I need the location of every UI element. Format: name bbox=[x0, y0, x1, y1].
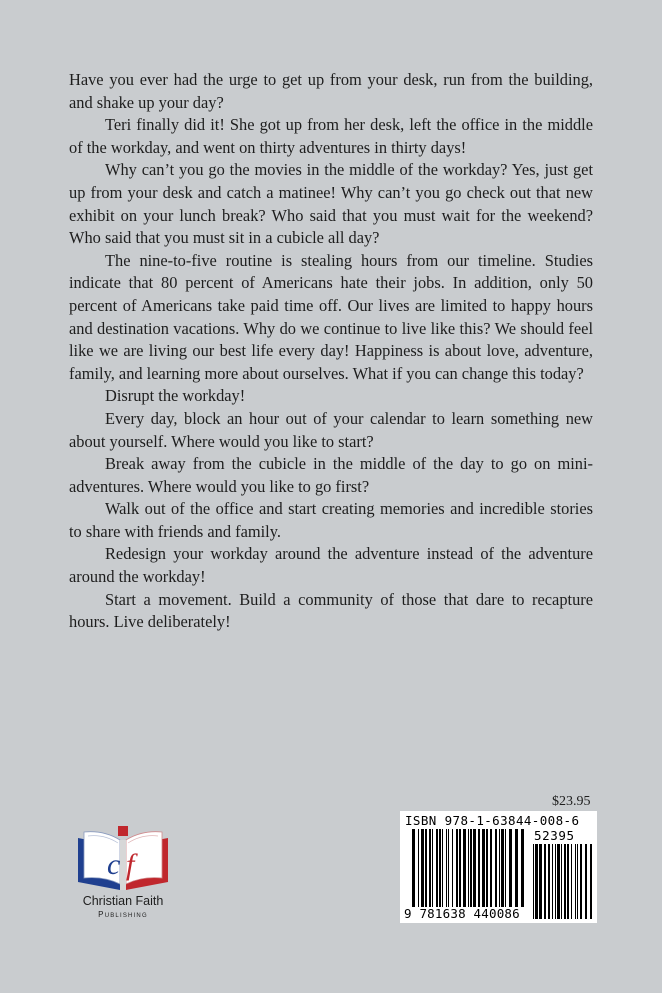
barcode-bar bbox=[552, 844, 553, 919]
barcode-bar bbox=[544, 844, 546, 919]
barcode-bar bbox=[473, 829, 476, 907]
barcode-bar bbox=[564, 844, 566, 919]
barcode-bar bbox=[580, 844, 582, 919]
barcode-bar bbox=[418, 829, 419, 907]
barcode-bar bbox=[521, 829, 524, 907]
barcode-bar bbox=[470, 829, 472, 907]
publisher-logo bbox=[68, 826, 178, 926]
barcode-bar bbox=[452, 829, 453, 907]
blurb-paragraph: Disrupt the workday! bbox=[105, 386, 246, 406]
back-cover-blurb bbox=[69, 69, 593, 634]
publisher-name: Christian Faith bbox=[82, 894, 164, 908]
barcode-bar bbox=[412, 829, 415, 907]
blurb-paragraph: Have you ever had the urge to get up from your desk, run from the building, and shake up your day? bbox=[69, 70, 593, 112]
barcode-digits: 9 781638 440086 bbox=[404, 906, 520, 921]
barcode-bar bbox=[548, 844, 550, 919]
barcode-price-code: 52395 bbox=[534, 828, 575, 843]
barcode-bar bbox=[448, 829, 449, 907]
barcode-bar bbox=[463, 829, 466, 907]
barcode-bar bbox=[509, 829, 512, 907]
barcode-bar bbox=[490, 829, 492, 907]
barcode-bar bbox=[535, 844, 538, 919]
logo-letter-f: f bbox=[126, 848, 135, 881]
barcode-bar bbox=[482, 829, 485, 907]
barcode-bar bbox=[539, 844, 542, 919]
barcode-bar bbox=[436, 829, 438, 907]
barcode-bar bbox=[575, 844, 576, 919]
barcode-bar bbox=[501, 829, 504, 907]
blurb-paragraph: Why can’t you go the movies in the middle of the workday? Yes, just get up from your desk and catch a matinee! Why can’t you go check out that new exhibit on your lunch break? Who said that you must wait for the weekend? Who said that you must sit in a cubicle all day? bbox=[69, 160, 593, 248]
barcode-bar bbox=[432, 829, 433, 907]
barcode-bar bbox=[421, 829, 424, 907]
barcode-bar bbox=[515, 829, 518, 907]
barcode-bar bbox=[567, 844, 569, 919]
barcode-bar bbox=[439, 829, 441, 907]
logo-letter-c: c bbox=[107, 848, 121, 881]
publisher-subtitle: Publishing bbox=[98, 910, 148, 919]
barcode-bar bbox=[585, 844, 587, 919]
barcode-bar bbox=[590, 844, 592, 919]
barcode-bar bbox=[533, 844, 534, 919]
barcode-bar bbox=[486, 829, 488, 907]
barcode-bar bbox=[561, 844, 562, 919]
blurb-paragraph: Break away from the cubicle in the middle of the day to go on mini-adventures. Where would you like to go first? bbox=[69, 454, 593, 496]
isbn-barcode bbox=[400, 811, 597, 923]
barcode-bar bbox=[442, 829, 443, 907]
barcode-bar bbox=[499, 829, 500, 907]
blurb-paragraph: The nine-to-five routine is stealing hours from our timeline. Studies indicate that 80 percent of Americans hate their jobs. In addition, only 50 percent of Americans take paid time off. Our lives are limited to happy hours and destination vacations. Why do we continue to live like this? We should feel like we are living our best life every day! Happiness is about love, adventure, family, and learning more about ourselves. What if you can change this today? bbox=[69, 250, 593, 383]
barcode-bar bbox=[571, 844, 572, 919]
blurb-paragraph: Walk out of the office and start creating memories and incredible stories to share with friends and family. bbox=[69, 499, 593, 541]
blurb-paragraph: Every day, block an hour out of your calendar to learn something new about yourself. Where would you like to start? bbox=[69, 408, 593, 451]
barcode-bar bbox=[446, 829, 447, 907]
open-book-icon bbox=[74, 826, 172, 892]
barcode-bar bbox=[557, 844, 560, 919]
barcode-bar bbox=[577, 844, 578, 919]
blurb-paragraph: Teri finally did it! She got up from her desk, left the office in the middle of the workday, and went on thirty adventures in thirty days! bbox=[69, 115, 593, 157]
barcode-bar bbox=[456, 829, 458, 907]
barcode-bar bbox=[505, 829, 506, 907]
barcode-bar bbox=[478, 829, 480, 907]
barcode-bar bbox=[555, 844, 556, 919]
isbn-number: ISBN 978-1-63844-008-6 bbox=[405, 813, 580, 828]
barcode-bar bbox=[495, 829, 497, 907]
barcode-bar bbox=[459, 829, 461, 907]
barcode-bar bbox=[429, 829, 431, 907]
barcode-bar bbox=[425, 829, 427, 907]
blurb-paragraph: Start a movement. Build a community of those that dare to recapture hours. Live deliberately! bbox=[69, 589, 593, 632]
price-label: $23.95 bbox=[552, 794, 591, 809]
barcode-bar bbox=[468, 829, 469, 907]
blurb-paragraph: Redesign your workday around the adventure instead of the adventure around the workday! bbox=[69, 544, 593, 587]
